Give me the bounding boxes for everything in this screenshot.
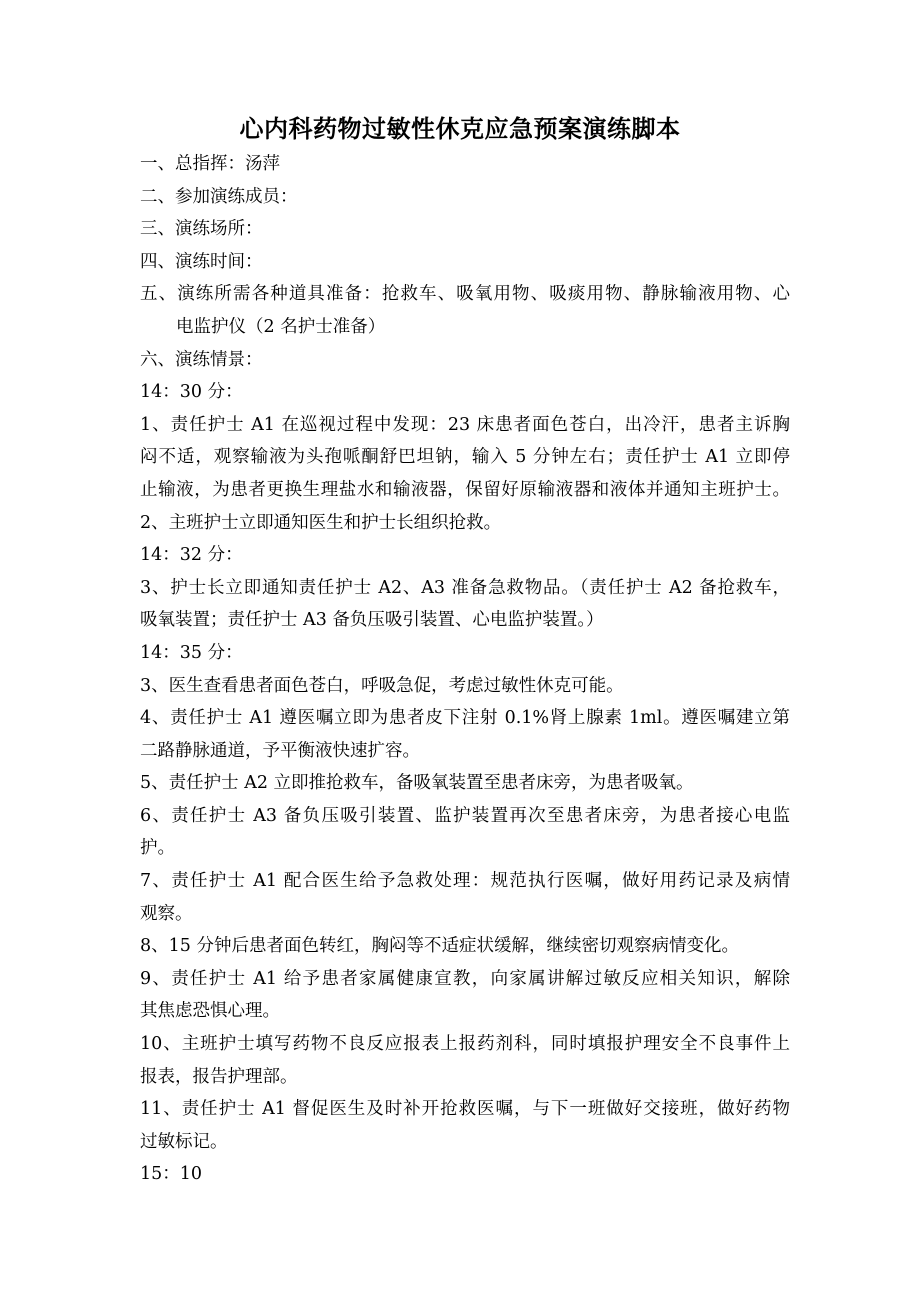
document-line: 观察。 bbox=[140, 903, 193, 924]
document-line: 止输液，为患者更换生理盐水和输液器，保留好原输液器和液体并通知主班护士。 bbox=[140, 479, 790, 500]
document-line: 3、护士长立即通知责任护士 A2、A3 准备急救物品。（责任护士 A2 备抢救车， bbox=[140, 577, 790, 598]
document-line: 11、责任护士 A1 督促医生及时补开抢救医嘱，与下一班做好交接班，做好药物 bbox=[140, 1099, 790, 1120]
document-line: 报表，报告护理部。 bbox=[140, 1066, 298, 1087]
document-line: 14：30 分： bbox=[140, 382, 243, 403]
document-line: 吸氧装置；责任护士 A3 备负压吸引装置、心电监护装置。） bbox=[140, 610, 604, 631]
document-line: 7、责任护士 A1 配合医生给予急救处理：规范执行医嘱，做好用药记录及病情 bbox=[140, 871, 790, 892]
document-line: 15：10 bbox=[140, 1164, 203, 1185]
document-body bbox=[140, 148, 790, 1191]
document-line: 过敏标记。 bbox=[140, 1131, 228, 1152]
document-line: 闷不适，观察输液为头孢哌酮舒巴坦钠，输入 5 分钟左右；责任护士 A1 立即停 bbox=[140, 447, 790, 468]
document-title: 心内科药物过敏性休克应急预案演练脚本 bbox=[239, 114, 681, 143]
document-line: 五、演练所需各种道具准备：抢救车、吸氧用物、吸痰用物、静脉输液用物、心 bbox=[140, 284, 790, 305]
document-line: 4、责任护士 A1 遵医嘱立即为患者皮下注射 0.1%肾上腺素 1ml。遵医嘱建立第 bbox=[140, 708, 790, 729]
document-line: 护。 bbox=[140, 838, 175, 859]
document-line: 三、演练场所： bbox=[140, 219, 263, 240]
document-line: 5、责任护士 A2 立即推抢救车，备吸氧装置至患者床旁，为患者吸氧。 bbox=[140, 773, 694, 794]
document-line: 四、演练时间： bbox=[140, 251, 263, 272]
document-line: 电监护仪（2 名护士准备） bbox=[176, 316, 386, 337]
document-line: 二、参加演练成员： bbox=[140, 186, 298, 207]
document-line: 14：35 分： bbox=[140, 642, 243, 663]
document-line: 6、责任护士 A3 备负压吸引装置、监护装置再次至患者床旁，为患者接心电监 bbox=[140, 805, 790, 826]
document-line: 3、医生查看患者面色苍白，呼吸急促，考虑过敏性休克可能。 bbox=[140, 675, 624, 696]
document-line: 2、主班护士立即通知医生和护士长组织抢救。 bbox=[140, 512, 502, 533]
document-line: 其焦虑恐惧心理。 bbox=[140, 1001, 280, 1022]
document-line: 一、总指挥：汤萍 bbox=[140, 154, 280, 174]
document-line: 9、责任护士 A1 给予患者家属健康宣教，向家属讲解过敏反应相关知识，解除 bbox=[140, 968, 790, 989]
document-line: 8、15 分钟后患者面色转红，胸闷等不适症状缓解，继续密切观察病情变化。 bbox=[140, 936, 739, 957]
document-line: 二路静脉通道，予平衡液快速扩容。 bbox=[140, 740, 420, 761]
document-line: 14：32 分： bbox=[140, 545, 243, 566]
document-line: 10、主班护士填写药物不良反应报表上报药剂科，同时填报护理安全不良事件上 bbox=[140, 1034, 790, 1055]
document-line: 1、责任护士 A1 在巡视过程中发现：23 床患者面色苍白，出冷汗，患者主诉胸 bbox=[140, 414, 790, 435]
document-line: 六、演练情景： bbox=[140, 349, 263, 370]
